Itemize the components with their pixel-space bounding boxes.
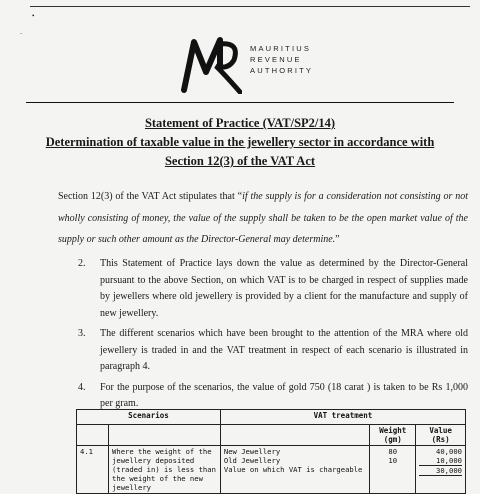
value-amount: 10,000 xyxy=(436,456,462,465)
treatment-desc: Value on which VAT is chargeable xyxy=(223,465,363,474)
scenario-text: Where the weight of the jewellery deposited (traded in) is less than the weight of the new jewellery xyxy=(109,446,221,494)
treatment-desc: Old Jewellery xyxy=(223,456,281,465)
title-line: Section 12(3) of the VAT Act xyxy=(164,154,316,168)
logo-wordmark xyxy=(250,43,330,76)
item-number: 4. xyxy=(78,381,86,393)
treatment-weights xyxy=(370,446,416,494)
item-number: 2. xyxy=(78,258,86,269)
item-text: This Statement of Practice lays down the value as determined by the Director-General pursuant to the above Section, on which VAT is to be charged in respect of supplies made by jewellers where old jewellery is provided by a client for the manufacture and supply of new jewellery. xyxy=(100,258,468,319)
mra-logo-icon xyxy=(180,36,242,94)
col-header-value: Value (Rs) xyxy=(416,425,466,446)
value-amount: 30,000 xyxy=(419,465,462,476)
scenario-id: 4.1 xyxy=(77,446,109,494)
list-item xyxy=(58,256,468,322)
weight-value: 80 xyxy=(388,447,398,456)
header-rule xyxy=(26,102,454,103)
side-mark: ` xyxy=(20,32,23,40)
corner-mark: • xyxy=(32,12,35,20)
value-amount: 40,000 xyxy=(436,447,462,456)
intro-quote: if the supply is for a consideration not consisting or not wholly consisting of money, the value of the supply shall be taken to be the open market value of the supply or such other amount as the Director-General may determine. xyxy=(58,191,468,245)
col-header-weight: Weight (gm) xyxy=(370,425,416,446)
col-header-blank xyxy=(77,425,109,446)
item-text: The different scenarios which have been brought to the attention of the MRA where old jewellery is traded in and the VAT treatment in respect of each scenario is illustrated in paragraph 4. xyxy=(100,328,468,372)
treatment-values xyxy=(416,446,466,494)
item-text: For the purpose of the scenarios, the value of gold 750 (18 carat ) is taken to be Rs 1,000 per gram. xyxy=(100,381,468,409)
intro-paragraph xyxy=(58,186,468,251)
logo-line: AUTHORITY xyxy=(250,66,314,75)
title-line: Statement of Practice (VAT/SP2/14) xyxy=(144,116,336,130)
item-number: 3. xyxy=(78,328,86,339)
intro-tail: ” xyxy=(335,234,340,245)
col-header-vat-treatment: VAT treatment xyxy=(220,410,465,425)
weight-value: 10 xyxy=(388,456,398,465)
list-item xyxy=(58,326,468,376)
logo-line: MAURITIUS xyxy=(250,44,312,53)
scenarios-table xyxy=(76,409,466,494)
list-item xyxy=(58,380,468,413)
treatment-desc: New Jewellery xyxy=(223,447,281,456)
table-row xyxy=(77,446,466,494)
col-header-scenarios: Scenarios xyxy=(77,410,221,425)
numbered-list xyxy=(58,256,468,417)
document-title xyxy=(20,114,460,171)
title-line: Determination of taxable value in the jewellery sector in accordance with xyxy=(45,135,435,149)
intro-lead: Section 12(3) of the VAT Act stipulates that “ xyxy=(58,191,243,202)
col-header-blank xyxy=(220,425,369,446)
col-header-blank xyxy=(109,425,221,446)
logo-line: REVENUE xyxy=(250,55,302,64)
top-rule xyxy=(30,6,470,7)
treatment-descriptions xyxy=(220,446,369,494)
